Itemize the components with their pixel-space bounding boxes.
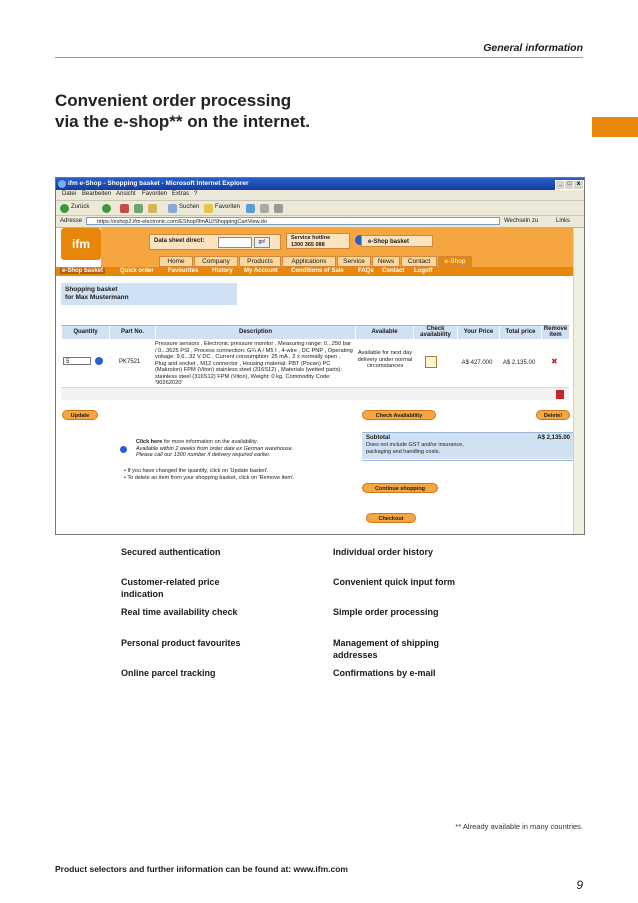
availability-info [136,439,326,459]
total-price: A$ 2,135.00 [502,360,536,366]
subnav-favourites[interactable]: Favourites [168,268,199,274]
quantity-input[interactable]: 5 [63,357,91,365]
subnav-contact[interactable]: Contact [382,268,405,274]
sub-nav [56,267,574,276]
col-check-line1: Check [426,326,445,332]
maximize-icon[interactable]: □ [564,180,575,190]
availability-text: Available for next day delivery under normal circumstances [357,350,413,369]
your-price: A$ 427.000 [461,360,493,366]
basket-table-header [61,325,569,340]
subnav-eshop-basket[interactable]: e-Shop basket [62,268,104,274]
menu-item-help[interactable]: ? [194,191,198,197]
subnav-logoff[interactable]: Logoff [414,268,433,274]
col-check-availability [413,326,457,339]
window-title: ifm e-Shop - Shopping basket - Microsoft Internet Explorer [68,180,249,187]
print-icon[interactable] [274,204,283,213]
header-rule [55,57,583,58]
table-row [61,339,569,388]
empty-row [61,388,569,400]
list-item: • If you have changed the quantity, click on 'Update basket'. [124,468,269,474]
datasheet-input[interactable] [218,237,252,248]
vertical-scrollbar[interactable] [573,228,584,534]
address-bar [56,216,584,228]
col-part-no[interactable]: Part No. [109,326,155,339]
toolbar [56,201,584,216]
headline-line1: Convenient order processing [55,91,292,110]
feature-quick-input: Convenient quick input form [333,577,456,587]
feature-parcel-tracking: Online parcel tracking [121,668,216,678]
web-content [56,228,574,534]
eshop-basket-button[interactable] [361,235,433,247]
feature-availability-check: Real time availability check [121,607,238,617]
refresh-quantity-icon[interactable] [95,357,103,365]
nav-home[interactable]: Home [159,256,193,267]
menu-item-favoriten[interactable]: Favoriten [142,191,168,197]
feature-email-confirmations: Confirmations by e-mail [333,668,436,678]
menu-item-datei[interactable]: Datei [62,191,77,197]
footer-text: Product selectors and further information can be found at: www.ifm.com [55,864,348,874]
info-icon [120,446,127,453]
browser-screenshot [55,177,585,535]
headline [55,90,310,132]
col-quantity[interactable]: Quantity [61,326,109,339]
info-line2: Available within 2 weeks from order date ex German warehouse. [136,445,294,452]
pdf-icon[interactable] [556,390,564,399]
address-input[interactable]: https://eshop2.ifm-electronic.com/EShop/IfmAU/ShoppingCartView.do [86,217,500,225]
feature-secured-authentication: Secured authentication [121,547,221,557]
go-button[interactable]: go! [254,237,270,248]
page-number: 9 [576,878,583,892]
subtotal-amount: A$ 2,135.00 [537,435,570,441]
nav-service[interactable]: Service [337,256,371,267]
list-item: • To delete an item from your shopping basket, click on 'Remove item'. [124,475,295,481]
col-description[interactable]: Description [155,326,355,339]
subtotal-divider [362,460,574,461]
orange-tab-marker [592,117,638,137]
product-description: Pressure sensors , Electronic pressure monitor , Measuring range: 0...250 bar / 0...3625 PSI , Process connection: G¼ A / M5 I , 4-wire , DC PNP , Operating voltage: 9,6...32 V DC , Current consumption: 25 mA , 2 x normally open , Plug and socket , M12 connector , Housing material: PBT (Pocan) PC (Makrolon) FPM (Viton) stainless steel (316S12) , Materials (wetted parts): stainless steel (316S12) FPM (Viton), Weight: 0 kg, Commodity Code: '90262020' [155,341,353,386]
col-total-price: Total price [499,326,541,339]
nav-news[interactable]: News [372,256,400,267]
menu-item-bearbeiten[interactable]: Bearbeiten [82,191,112,197]
col-remove-line2: item [549,332,562,338]
subtotal-label: Subtotal [366,435,390,441]
basket-title-box [61,283,237,305]
basket-title: Shopping basket [65,286,118,293]
section-title: General information [483,42,583,54]
col-check-line2: availability [420,332,451,338]
col-remove-line1: Remove [543,326,568,332]
hotline-label: Service hotline [291,235,331,241]
ifm-logo[interactable]: ifm [61,228,101,260]
service-hotline [286,233,350,249]
warehouse-icon[interactable] [425,356,437,368]
nav-company[interactable]: Company [194,256,238,267]
subnav-conditions[interactable]: Conditions of Sale [291,268,344,274]
search-icon[interactable] [168,204,177,213]
nav-products[interactable]: Products [239,256,281,267]
hotline-number: 1300 365 088 [291,242,325,248]
headline-line2: via the e-shop** on the internet. [55,112,311,131]
subtotal-note: Does not include GST and/or insurance, packaging and handling costs. [366,442,464,455]
feature-customer-price: Customer-related price indication [121,577,220,599]
favorites-icon[interactable] [204,204,213,213]
checkout-button[interactable]: Checkout [366,513,416,523]
mail-icon[interactable] [260,204,269,213]
info-line3: Please call our 1300 number if delivery required earlier. [136,452,271,458]
forward-icon[interactable] [102,204,111,213]
nav-contact[interactable]: Contact [401,256,437,267]
search-label[interactable]: Suchen [179,204,200,210]
basket-owner: for Max Mustermann [65,294,129,301]
subnav-quick-order[interactable]: Quick order [120,268,154,274]
menu-bar [56,190,584,201]
click-here-link[interactable]: Click here [136,439,163,445]
eshop-basket-label: e-Shop basket [368,239,410,245]
minimize-icon[interactable]: _ [555,180,566,190]
part-number: PK7521 [119,359,141,365]
feature-order-history: Individual order history [333,547,434,557]
subnav-faqs[interactable]: FAQs [358,268,374,274]
close-icon[interactable]: x [573,180,584,190]
subnav-my-account[interactable]: My Account [244,268,278,274]
feature-shipping-addresses: Management of shipping addresses [333,638,440,660]
main-nav [101,256,574,267]
back-label[interactable]: Zurück [71,204,90,210]
site-header-band [101,228,574,256]
nav-applications[interactable]: Applications [282,256,336,267]
subtotal-box [362,432,574,459]
update-button[interactable]: Update [62,410,98,420]
datasheet-direct [149,234,281,250]
feature-product-favourites: Personal product favourites [121,638,241,648]
remove-item-icon[interactable]: ✖ [551,357,558,366]
refresh-icon[interactable] [134,204,143,213]
ie-icon [58,180,66,188]
nav-eshop[interactable]: e-Shop [438,256,472,267]
continue-shopping-button[interactable]: Continue shopping [362,483,438,493]
delete-button[interactable]: Delete! [536,410,570,420]
window-title-bar [56,178,584,190]
footnote: ** Already available in many countries. [455,822,583,831]
favorites-label[interactable]: Favoriten [215,204,241,210]
col-your-price: Your Price [457,326,499,339]
info-rest: for more information on the availability. [162,439,258,445]
media-icon[interactable] [246,204,255,213]
stop-icon[interactable] [120,204,129,213]
check-availability-button[interactable]: Check Availability [362,410,436,420]
feature-simple-order: Simple order processing [333,607,439,617]
go-to-button[interactable]: Wechseln zu [504,218,539,224]
subnav-history[interactable]: History [212,268,233,274]
datasheet-label: Data sheet direct: [154,238,205,244]
back-icon[interactable] [60,204,69,213]
col-available: Available [355,326,413,339]
menu-item-extras[interactable]: Extras [172,191,190,197]
home-icon[interactable] [148,204,157,213]
col-remove-item [541,326,569,339]
menu-item-ansicht[interactable]: Ansicht [116,191,136,197]
address-label: Adresse [60,218,83,224]
instruction-list [124,468,354,482]
links-button[interactable]: Links [556,218,571,224]
